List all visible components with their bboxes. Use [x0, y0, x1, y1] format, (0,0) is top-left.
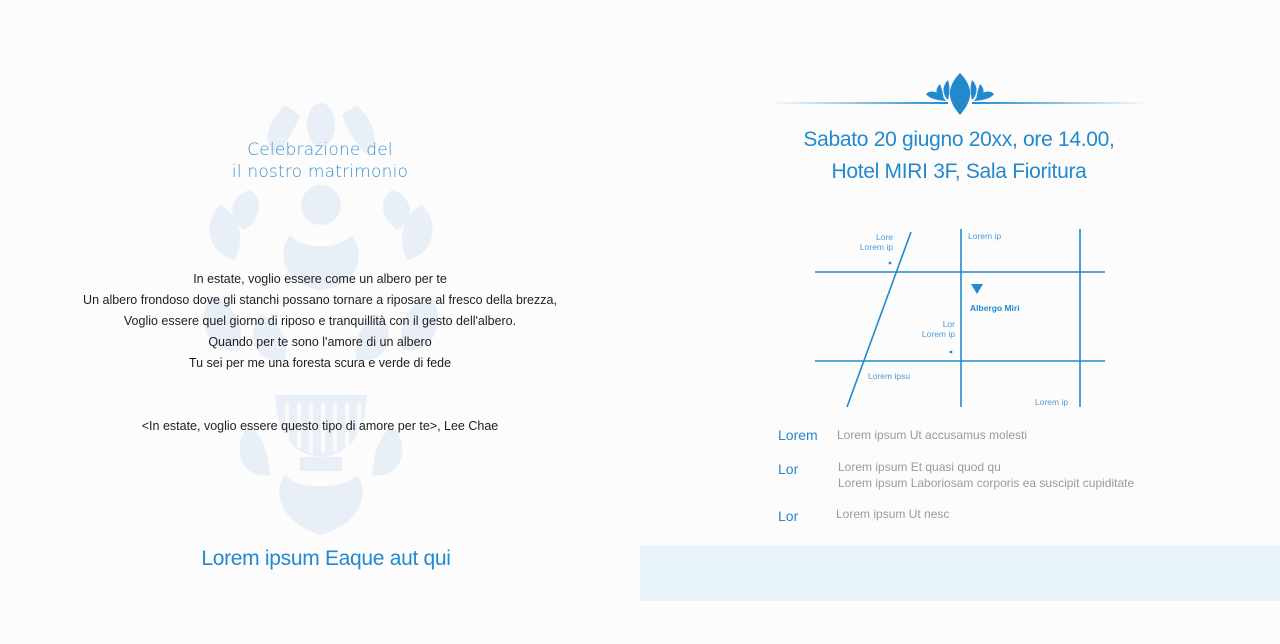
location-map — [810, 225, 1110, 415]
map-label: Lorem ipsu — [868, 371, 911, 381]
detail-key: Lor — [778, 461, 799, 477]
map-roads — [810, 225, 1110, 415]
poem-citation: <In estate, voglio essere questo tipo di amore per te>, Lee Chae — [141, 419, 499, 433]
hotel-label: Albergo Miri — [970, 303, 1020, 313]
right-page — [640, 0, 1280, 644]
poem-line: Un albero frondoso dove gli stanchi possano tornare a riposare al fresco della brezza, — [83, 293, 557, 307]
detail-value: Lorem ipsum Et quasi quod qu — [838, 460, 1001, 474]
map-dot — [889, 262, 892, 265]
poem-line: Tu sei per me una foresta scura e verde di fede — [188, 356, 452, 370]
celebration-title — [0, 139, 640, 183]
location-triangle-icon — [971, 284, 983, 294]
detail-key: Lor — [778, 508, 799, 524]
event-heading — [640, 124, 1278, 188]
event-date-line: Sabato 20 giugno 20xx, ore 14.00, — [803, 128, 1115, 151]
poem-line: Voglio essere quel giorno di riposo e tranquillità con il gesto dell'albero. — [123, 314, 517, 328]
map-label: Lorem ip — [968, 231, 1002, 241]
footer-band — [640, 546, 1280, 601]
detail-value: Lorem ipsum Laboriosam corporis ea suscipit cupiditate — [838, 476, 1135, 490]
map-dot — [950, 351, 953, 354]
left-footer-title: Lorem ipsum Eaque aut qui — [201, 547, 451, 570]
title-line: Celebrazione del — [247, 140, 393, 160]
map-label: Lorem ip — [1035, 397, 1069, 407]
poem-line: In estate, voglio essere come un albero per te — [193, 272, 447, 286]
detail-value: Lorem ipsum Ut nesc — [836, 507, 950, 521]
detail-value: Lorem ipsum Ut accusamus molesti — [837, 428, 1028, 442]
poem — [0, 269, 640, 374]
event-venue-line: Hotel MIRI 3F, Sala Fioritura — [831, 160, 1087, 183]
title-line: il nostro matrimonio — [231, 162, 409, 182]
map-label: Lor Lorem ip — [921, 319, 955, 339]
fleur-divider-icon — [770, 70, 1150, 115]
map-label: Lore Lorem ip — [859, 232, 893, 252]
poem-line: Quando per te sono l'amore di un albero — [208, 335, 432, 349]
detail-key: Lorem — [778, 427, 818, 443]
